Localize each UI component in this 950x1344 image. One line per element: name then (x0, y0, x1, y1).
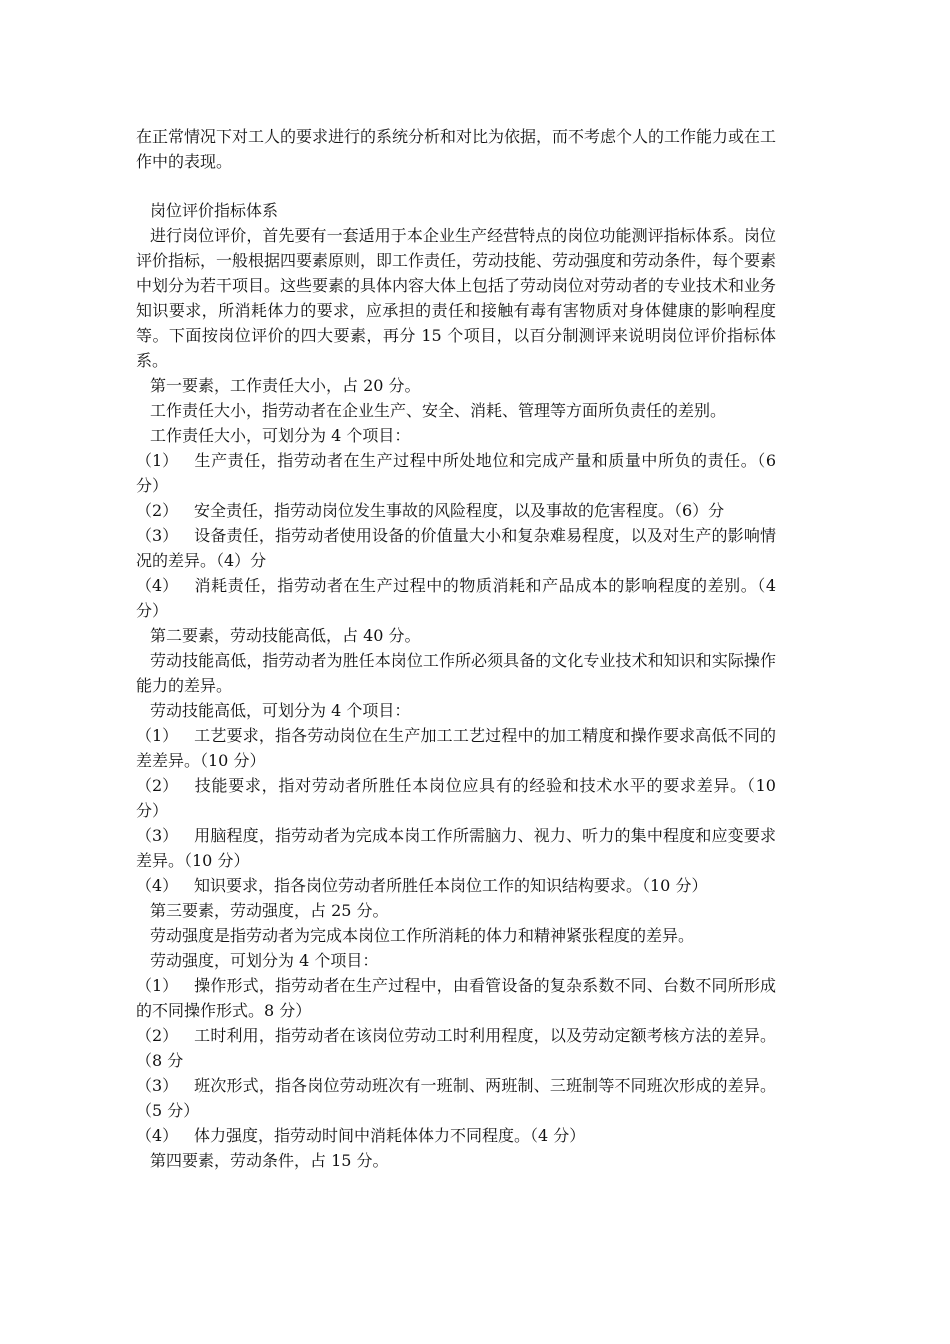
intro-paragraph: 在正常情况下对工人的要求进行的系统分析和对比为依据，而不考虑个人的工作能力或在工作中的表现。 (136, 127, 777, 171)
factor3-heading: 第三要素，劳动强度，占 25 分。 (150, 901, 389, 920)
item-text: 工时利用，指劳动者在该岗位劳动工时利用程度，以及劳动定额考核方法的差异。（8 分 (136, 1026, 776, 1070)
item-number: （2） (136, 776, 179, 795)
item-number: （4） (136, 876, 179, 895)
factor4-heading: 第四要素，劳动条件，占 15 分。 (150, 1151, 389, 1170)
item-text: 体力强度，指劳动时间中消耗体体力不同程度。（4 分） (194, 1126, 586, 1145)
item-text: 知识要求，指各岗位劳动者所胜任本岗位工作的知识结构要求。（10 分） (194, 876, 708, 895)
main-block (136, 198, 776, 1173)
factor1-sub: 工作责任大小，可划分为 4 个项目： (150, 426, 411, 445)
item-text: 工艺要求，指各劳动岗位在生产加工工艺过程中的加工精度和操作要求高低不同的差差异。（10 分） (136, 726, 776, 770)
item-number: （2） (136, 501, 179, 520)
factor1-heading: 第一要素，工作责任大小，占 20 分。 (150, 376, 421, 395)
list-item (136, 773, 776, 823)
factor2-desc: 劳动技能高低，指劳动者为胜任本岗位工作所必须具备的文化专业技术和知识和实际操作能力的差异。 (136, 651, 776, 695)
item-text: 操作形式，指劳动者在生产过程中，由看管设备的复杂系数不同、台数不同所形成的不同操作形式。8 分） (136, 976, 776, 1020)
factor1-desc: 工作责任大小，指劳动者在企业生产、安全、消耗、管理等方面所负责任的差别。 (150, 401, 727, 420)
item-number: （1） (136, 976, 179, 995)
factor3-desc: 劳动强度是指劳动者为完成本岗位工作所消耗的体力和精神紧张程度的差异。 (150, 926, 695, 945)
list-item (136, 573, 776, 623)
item-text: 班次形式，指各岗位劳动班次有一班制、两班制、三班制等不同班次形成的差异。（5 分） (136, 1076, 776, 1120)
list-item (136, 1123, 776, 1148)
item-number: （3） (136, 526, 179, 545)
list-item (136, 498, 776, 523)
item-number: （4） (136, 576, 179, 595)
list-item (136, 823, 776, 873)
item-number: （1） (136, 726, 179, 745)
intro-block (136, 124, 776, 174)
list-item (136, 1073, 776, 1123)
overview-paragraph: 进行岗位评价，首先要有一套适用于本企业生产经营特点的岗位功能测评指标体系。岗位评价指标，一般根据四要素原则，即工作责任，劳动技能、劳动强度和劳动条件，每个要素中划分为若干项目。这些要素的具体内容大体上包括了劳动岗位对劳动者的专业技术和业务知识要求，所消耗体力的要求，应承担的责任和接触有毒有害物质对身体健康的影响程度等。下面按岗位评价的四大要素，再分 15 个项目，以百分制测评来说明岗位评价指标体系。 (136, 226, 777, 370)
list-item (136, 873, 776, 898)
item-number: （3） (136, 1076, 179, 1095)
item-text: 用脑程度，指劳动者为完成本岗工作所需脑力、视力、听力的集中程度和应变要求差异。（10 分） (136, 826, 776, 870)
factor2-sub: 劳动技能高低，可划分为 4 个项目： (150, 701, 411, 720)
factor3-sub: 劳动强度，可划分为 4 个项目： (150, 951, 379, 970)
list-item (136, 448, 776, 498)
list-item (136, 723, 776, 773)
list-item (136, 523, 776, 573)
item-number: （3） (136, 826, 179, 845)
item-number: （2） (136, 1026, 179, 1045)
item-text: 安全责任，指劳动岗位发生事故的风险程度，以及事故的危害程度。（6）分 (194, 501, 725, 520)
item-text: 生产责任，指劳动者在生产过程中所处地位和完成产量和质量中所负的责任。（6 分） (136, 451, 776, 495)
item-text: 技能要求，指对劳动者所胜任本岗位应具有的经验和技术水平的要求差异。（10 分） (136, 776, 776, 820)
item-number: （1） (136, 451, 179, 470)
section-title: 岗位评价指标体系 (150, 201, 279, 220)
item-text: 消耗责任，指劳动者在生产过程中的物质消耗和产品成本的影响程度的差别。（4 分） (136, 576, 776, 620)
factor2-heading: 第二要素，劳动技能高低，占 40 分。 (150, 626, 421, 645)
item-number: （4） (136, 1126, 179, 1145)
item-text: 设备责任，指劳动者使用设备的价值量大小和复杂难易程度，以及对生产的影响情况的差异。（4）分 (136, 526, 776, 570)
list-item (136, 973, 776, 1023)
list-item (136, 1023, 776, 1073)
